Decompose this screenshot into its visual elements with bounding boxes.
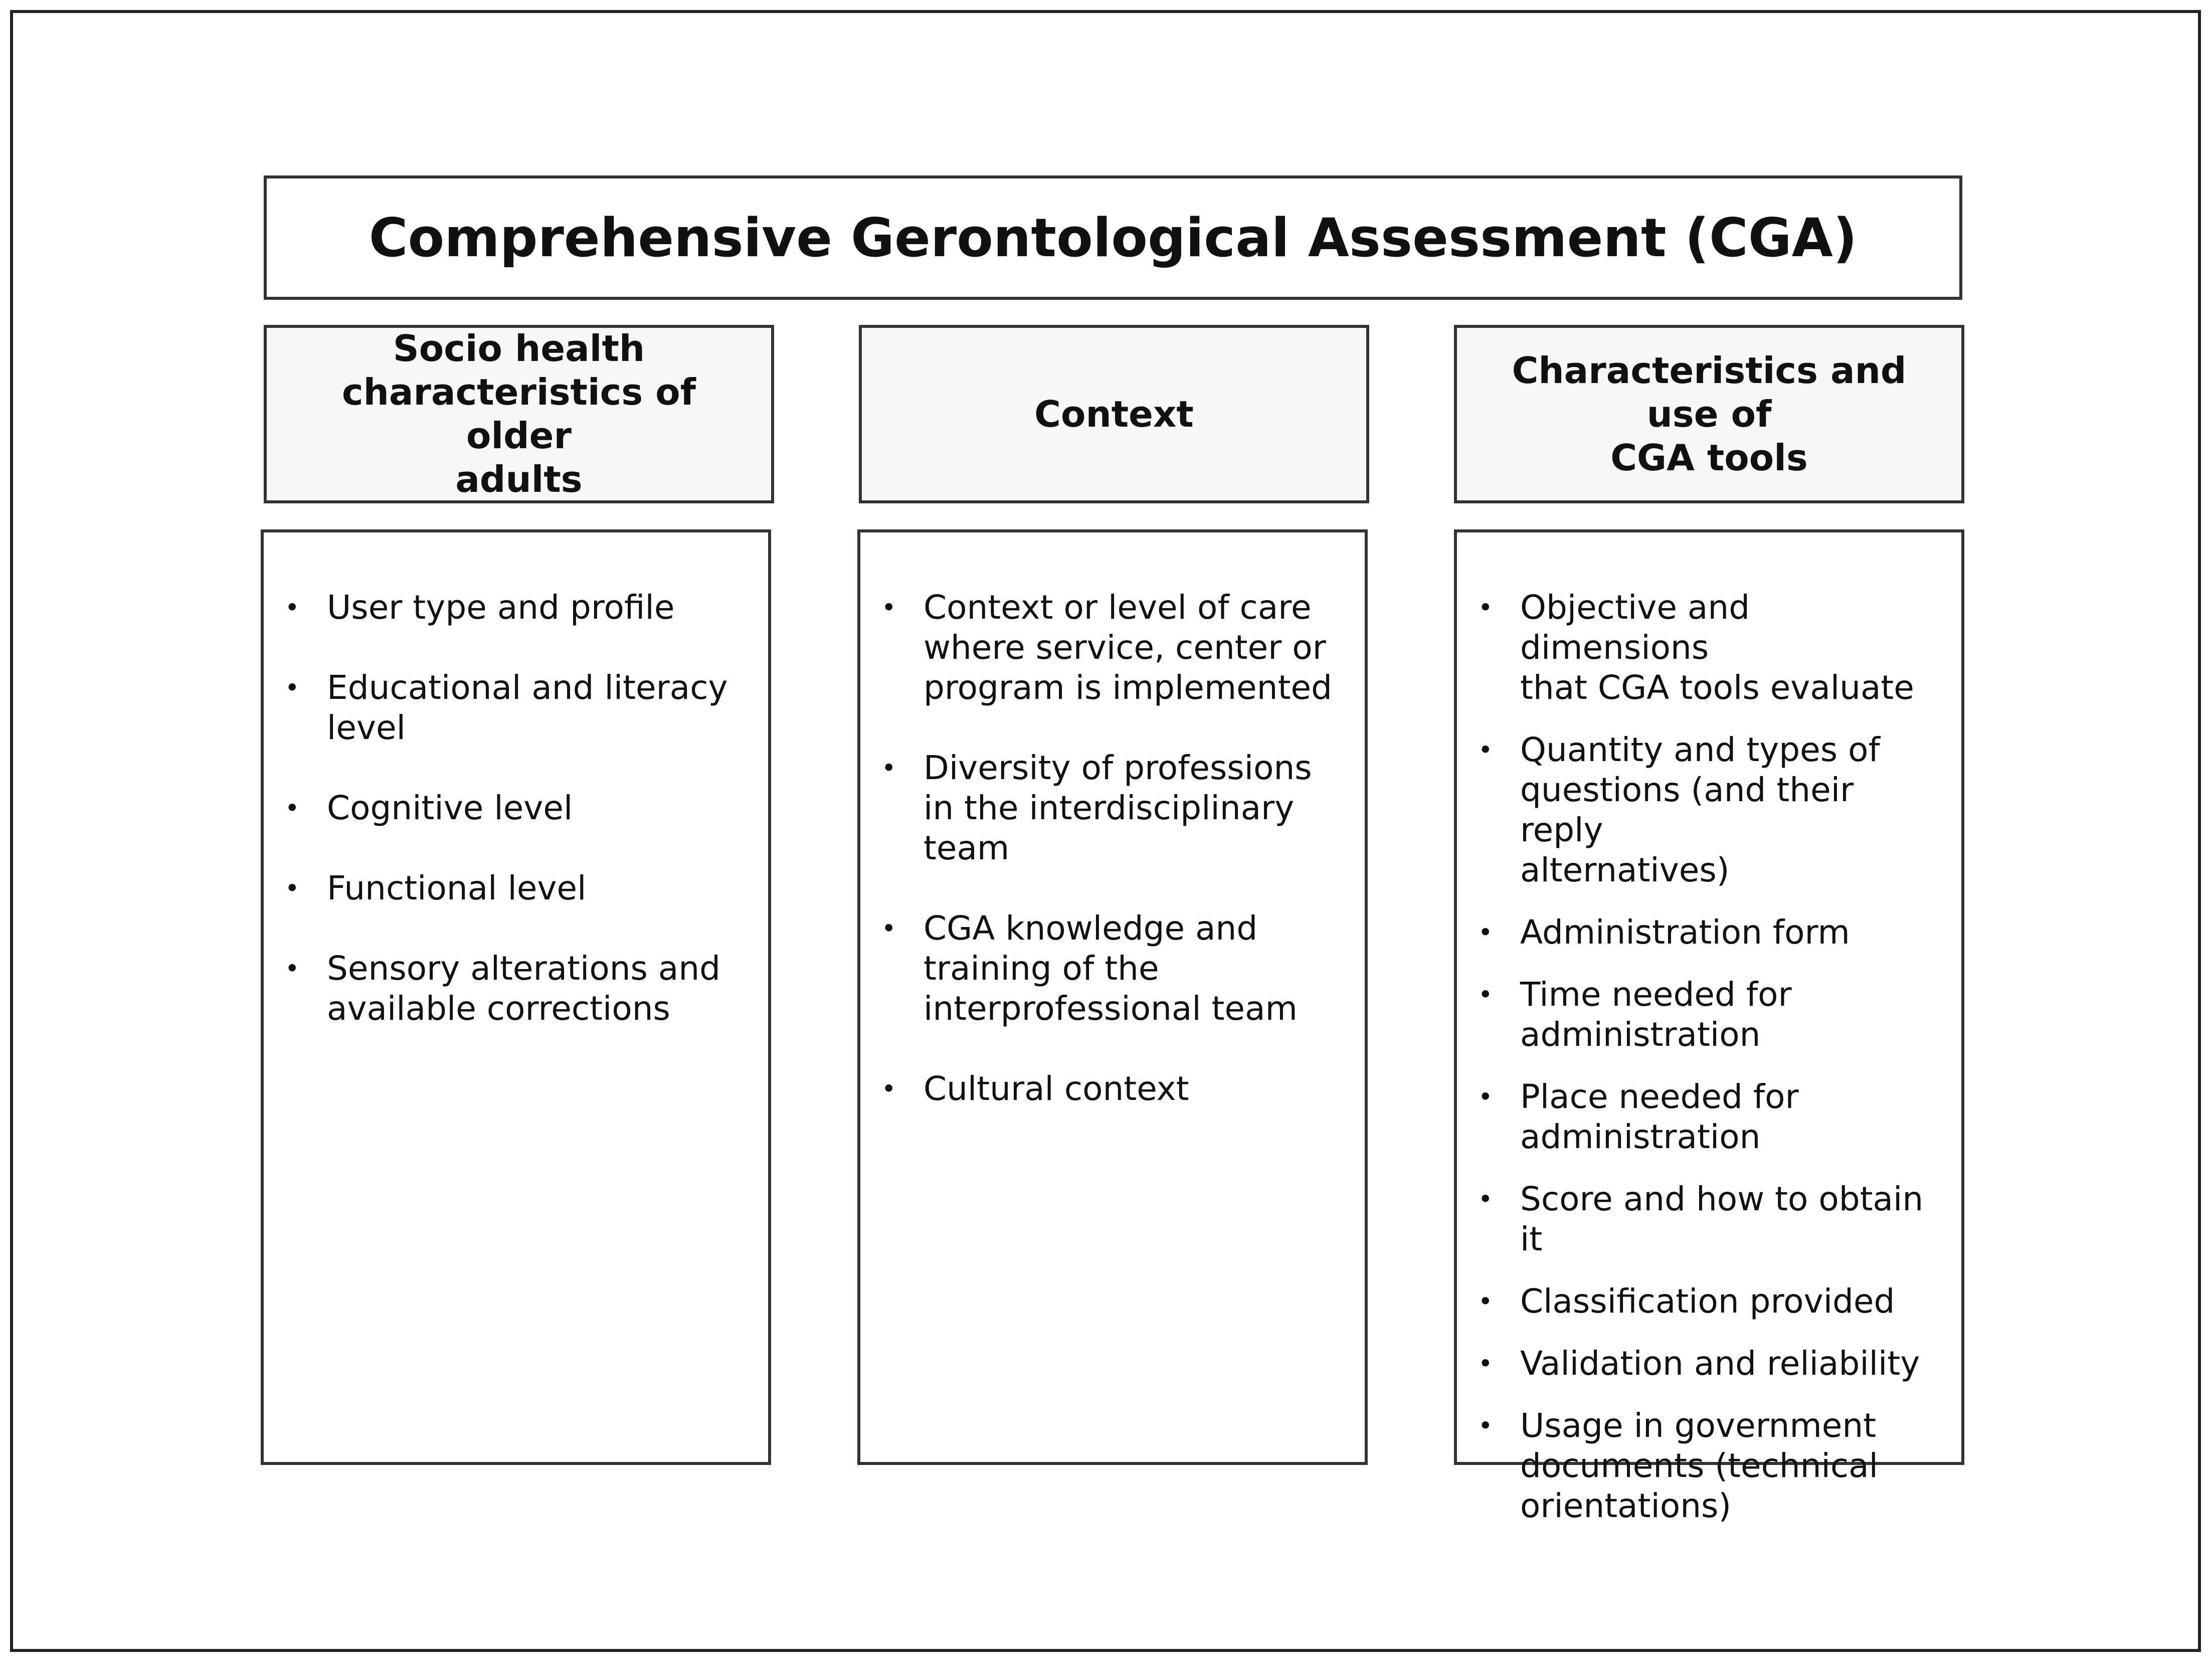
bullet-icon: • bbox=[1478, 1287, 1493, 1316]
list-item bbox=[1457, 975, 1961, 1055]
bullet-icon: • bbox=[1478, 1082, 1493, 1112]
list-item-text: User type and profile bbox=[327, 588, 675, 627]
bullet-icon: • bbox=[1478, 1349, 1493, 1378]
bullet-icon: • bbox=[1478, 1411, 1493, 1440]
bullet-icon: • bbox=[881, 593, 896, 622]
list-item bbox=[1457, 1077, 1961, 1157]
list-item-text: Usage in government documents (technical orientations) bbox=[1520, 1406, 1878, 1525]
list-item bbox=[264, 668, 768, 748]
list-item-text: Place needed for administration bbox=[1520, 1077, 1799, 1156]
column-content-cga-tools bbox=[1454, 529, 1964, 1525]
list-item-text: Classification provided bbox=[1520, 1282, 1895, 1321]
diagram-title: Comprehensive Gerontological Assessment (CGA) bbox=[368, 207, 1858, 269]
bullet-list bbox=[1457, 588, 1961, 1548]
list-item-text: Cognitive level bbox=[327, 789, 573, 827]
list-item-text: Score and how to obtain it bbox=[1520, 1180, 1924, 1258]
column-header-text: Socio health characteristics of older adults bbox=[341, 327, 696, 500]
list-item bbox=[264, 868, 768, 908]
list-item bbox=[1457, 730, 1961, 890]
bullet-icon: • bbox=[1478, 918, 1493, 947]
bullet-list bbox=[264, 588, 768, 1069]
bullet-icon: • bbox=[881, 1074, 896, 1103]
list-item-text: Quantity and types of questions (and their reply alternatives) bbox=[1520, 730, 1880, 889]
bullet-icon: • bbox=[285, 874, 300, 903]
bullet-icon: • bbox=[881, 914, 896, 943]
list-item bbox=[1457, 1406, 1961, 1526]
list-item-text: Time needed for administration bbox=[1520, 975, 1792, 1054]
list-item-text: Objective and dimensions that CGA tools evaluate bbox=[1520, 588, 1914, 707]
list-item-text: Diversity of professions in the interdisciplinary team bbox=[924, 749, 1312, 867]
list-item bbox=[1457, 912, 1961, 953]
column-header-socio-health bbox=[264, 325, 774, 503]
list-item-text: Validation and reliability bbox=[1520, 1344, 1920, 1383]
column-content-context bbox=[857, 529, 1368, 1465]
bullet-icon: • bbox=[1478, 735, 1493, 765]
list-item bbox=[860, 908, 1365, 1029]
bullet-icon: • bbox=[1478, 1185, 1493, 1214]
bullet-icon: • bbox=[285, 954, 300, 983]
column-content-socio-health bbox=[261, 529, 771, 1465]
list-item-text: Sensory alterations and available corrections bbox=[327, 949, 721, 1028]
list-item bbox=[1457, 1179, 1961, 1259]
list-item bbox=[860, 588, 1365, 708]
bullet-icon: • bbox=[285, 673, 300, 702]
bullet-icon: • bbox=[1478, 980, 1493, 1009]
column-header-text: Characteristics and use of CGA tools bbox=[1512, 349, 1907, 479]
list-item bbox=[860, 748, 1365, 868]
list-item bbox=[1457, 1281, 1961, 1322]
list-item bbox=[1457, 588, 1961, 708]
column-header-text: Context bbox=[1034, 393, 1194, 435]
list-item bbox=[860, 1069, 1365, 1109]
list-item bbox=[264, 788, 768, 828]
list-item bbox=[1457, 1344, 1961, 1384]
title-box bbox=[264, 175, 1962, 300]
list-item bbox=[264, 588, 768, 628]
list-item-text: Educational and literacy level bbox=[327, 668, 728, 747]
column-header-cga-tools bbox=[1454, 325, 1964, 503]
bullet-icon: • bbox=[285, 794, 300, 823]
bullet-icon: • bbox=[285, 593, 300, 622]
column-header-context bbox=[859, 325, 1369, 503]
bullet-icon: • bbox=[1478, 593, 1493, 622]
bullet-list bbox=[860, 588, 1365, 1149]
list-item bbox=[264, 949, 768, 1029]
list-item-text: Context or level of care where service, center or program is implemented bbox=[924, 588, 1332, 707]
bullet-icon: • bbox=[881, 754, 896, 783]
list-item-text: Administration form bbox=[1520, 913, 1850, 952]
list-item-text: Functional level bbox=[327, 869, 587, 907]
list-item-text: Cultural context bbox=[924, 1069, 1189, 1108]
list-item-text: CGA knowledge and training of the interprofessional team bbox=[924, 909, 1298, 1028]
